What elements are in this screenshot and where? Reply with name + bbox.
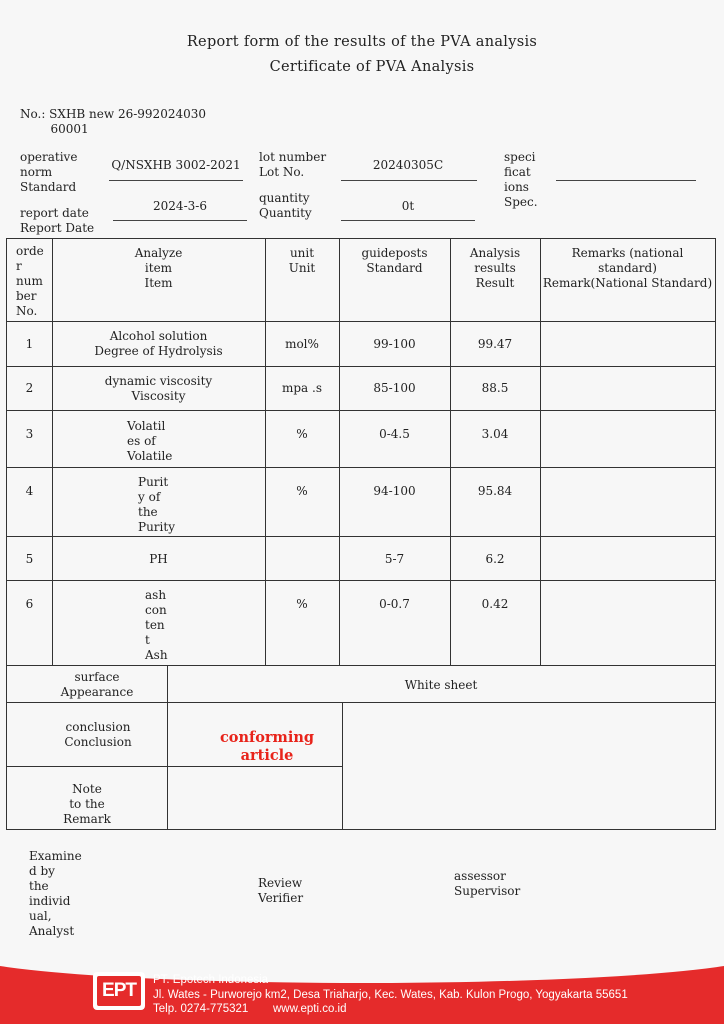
row-2-no: 2 (25, 381, 34, 395)
row-5-result: 6.2 (485, 552, 505, 566)
row-1-no: 1 (25, 337, 34, 351)
appearance-label: surface Appearance (60, 670, 134, 699)
standard-underline (109, 180, 243, 181)
report-title: Report form of the results of the PVA analysis (186, 34, 538, 50)
row-4-result: 95.84 (477, 484, 513, 498)
quantity-underline (341, 220, 475, 221)
row-2-unit: mpa .s (281, 381, 322, 395)
spec-label: speci ficat ions Spec. (504, 150, 538, 209)
date-label: report date Report Date (20, 206, 95, 235)
row-3-no: 3 (25, 427, 34, 441)
row-4-item: Purit y of the Purity (138, 475, 175, 534)
footer-address: Jl. Wates - Purworejo km2, Desa Triaharjo, Kec. Wates, Kab. Kulon Progo, Yogyakarta 55651 (153, 989, 628, 1001)
row-divider-5 (7, 580, 715, 581)
row-divider-header (7, 321, 715, 322)
row-2-item: dynamic viscosity Viscosity (104, 374, 213, 403)
supervisor-signature-label: assessor Supervisor (454, 869, 521, 898)
header-unit: unit Unit (288, 246, 316, 275)
row-4-standard: 94-100 (373, 484, 416, 498)
row-3-result: 3.04 (481, 427, 509, 441)
standard-label: operative norm Standard (20, 150, 78, 194)
row-1-standard: 99-100 (373, 337, 416, 351)
col-divider-1 (52, 239, 53, 665)
header-item: Analyze item Item (134, 246, 183, 290)
col-divider-lower-2 (342, 702, 343, 830)
certificate-title: Certificate of PVA Analysis (269, 59, 475, 75)
row-3-unit: % (296, 427, 308, 441)
row-3-item: Volatil es of Volatile (127, 419, 173, 463)
row-divider-conclusion (7, 766, 342, 767)
header-remark: Remarks (national standard) Remark(National Standard) (542, 246, 713, 290)
company-logo-text: EPT (97, 976, 141, 1006)
row-divider-2 (7, 410, 715, 411)
row-5-item: PH (149, 552, 168, 566)
header-result: Analysis results Result (469, 246, 521, 290)
footer-company: PT. Epotech Indonesia (153, 974, 269, 986)
standard-value: Q/NSXHB 3002-2021 (111, 158, 241, 172)
row-4-unit: % (296, 484, 308, 498)
row-divider-3 (7, 467, 715, 468)
row-3-standard: 0-4.5 (379, 427, 410, 441)
row-2-standard: 85-100 (373, 381, 416, 395)
header-no: orde r num ber No. (16, 244, 44, 318)
row-divider-1 (7, 366, 715, 367)
appearance-value: White sheet (404, 678, 478, 692)
spec-underline (556, 180, 696, 181)
date-underline (113, 220, 247, 221)
lot-value: 20240305C (372, 158, 444, 172)
quantity-value: 0t (401, 199, 415, 213)
footer-phone: Telp. 0274-775321 (153, 1003, 249, 1015)
row-6-result: 0.42 (481, 597, 509, 611)
conclusion-value: conforming article (219, 729, 315, 764)
row-5-standard: 5-7 (384, 552, 405, 566)
lot-underline (341, 180, 477, 181)
conclusion-label: conclusion Conclusion (64, 720, 132, 749)
row-divider-appearance (7, 702, 715, 703)
verifier-signature-label: Review Verifier (258, 876, 304, 905)
row-1-unit: mol% (285, 337, 319, 351)
row-6-unit: % (296, 597, 308, 611)
row-1-result: 99.47 (477, 337, 513, 351)
company-logo (93, 972, 145, 1010)
row-5-no: 5 (25, 552, 34, 566)
header-standard: guideposts Standard (361, 246, 428, 275)
row-1-item: Alcohol solution Degree of Hydrolysis (94, 329, 223, 358)
quantity-label: quantity Quantity (259, 191, 312, 220)
row-2-result: 88.5 (481, 381, 509, 395)
row-divider-6 (7, 665, 715, 666)
row-6-item: ash con ten t Ash (145, 588, 168, 662)
col-divider-5 (540, 239, 541, 665)
analysis-table (6, 238, 716, 830)
remark-label: Note to the Remark (63, 782, 111, 826)
row-6-no: 6 (25, 597, 34, 611)
lot-label: lot number Lot No. (259, 150, 327, 179)
footer-website[interactable]: www.epti.co.id (273, 1003, 347, 1015)
report-number: No.: SXHB new 26-992024030 60001 (20, 107, 206, 136)
date-value: 2024-3-6 (153, 199, 207, 213)
row-divider-4 (7, 536, 715, 537)
row-4-no: 4 (25, 484, 34, 498)
analyst-signature-label: Examine d by the individ ual, Analyst (29, 849, 82, 938)
row-6-standard: 0-0.7 (379, 597, 410, 611)
